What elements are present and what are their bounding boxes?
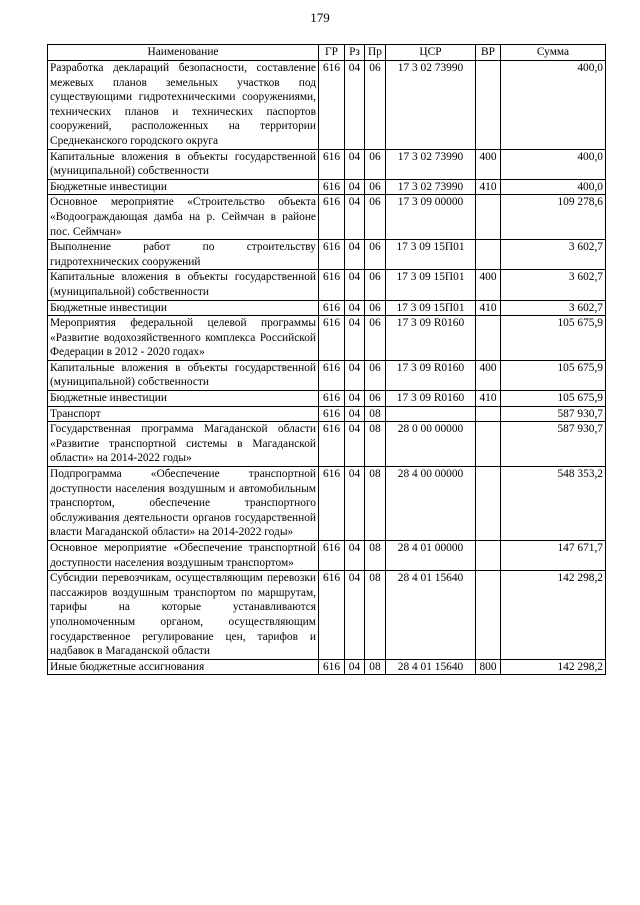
- cell-rz: 04: [345, 61, 365, 150]
- cell-rz: 04: [345, 179, 365, 195]
- cell-vr: 410: [476, 300, 501, 316]
- table-row: [48, 467, 606, 541]
- cell-gr: 616: [319, 316, 345, 361]
- cell-pr: 08: [365, 659, 386, 675]
- cell-pr: 06: [365, 149, 386, 179]
- cell-sum: 147 671,7: [501, 541, 606, 571]
- cell-pr: 06: [365, 300, 386, 316]
- table-row: [48, 240, 606, 270]
- cell-gr: 616: [319, 406, 345, 422]
- cell-csr: 28 0 00 00000: [386, 422, 476, 467]
- cell-rz: 04: [345, 149, 365, 179]
- cell-sum: 142 298,2: [501, 659, 606, 675]
- cell-pr: 06: [365, 270, 386, 300]
- cell-rz: 04: [345, 300, 365, 316]
- cell-sum: 105 675,9: [501, 391, 606, 407]
- cell-pr: 06: [365, 316, 386, 361]
- cell-sum: 400,0: [501, 179, 606, 195]
- cell-sum: 400,0: [501, 61, 606, 150]
- table-row: [48, 316, 606, 361]
- cell-vr: [476, 240, 501, 270]
- cell-name: Капитальные вложения в объекты государственной (муниципальной) собственности: [48, 360, 319, 390]
- cell-vr: 410: [476, 179, 501, 195]
- cell-name: Разработка деклараций безопасности, составление межевых планов земельных участков под существующими гидротехническими сооружениями, технических планов и технических паспортов сооружений, расположенных на территории Среднеканского городского округа: [48, 61, 319, 150]
- cell-rz: 04: [345, 422, 365, 467]
- cell-vr: [476, 541, 501, 571]
- cell-vr: 400: [476, 149, 501, 179]
- cell-vr: [476, 467, 501, 541]
- cell-pr: 06: [365, 391, 386, 407]
- cell-gr: 616: [319, 541, 345, 571]
- cell-name: Государственная программа Магаданской области «Развитие транспортной системы в Магаданской области» на 2014-2022 годы»: [48, 422, 319, 467]
- cell-gr: 616: [319, 61, 345, 150]
- cell-sum: 587 930,7: [501, 406, 606, 422]
- table-row: [48, 422, 606, 467]
- cell-name: Основное мероприятие «Строительство объекта «Водоограждающая дамба на р. Сеймчан в районе пос. Сеймчан»: [48, 195, 319, 240]
- table-row: [48, 149, 606, 179]
- table-row: [48, 406, 606, 422]
- table-row: [48, 541, 606, 571]
- cell-csr: 28 4 00 00000: [386, 467, 476, 541]
- cell-csr: 17 3 09 00000: [386, 195, 476, 240]
- cell-name: Бюджетные инвестиции: [48, 179, 319, 195]
- cell-gr: 616: [319, 270, 345, 300]
- table-row: [48, 300, 606, 316]
- table-row: [48, 270, 606, 300]
- cell-sum: 105 675,9: [501, 360, 606, 390]
- header-csr: ЦСР: [386, 45, 476, 61]
- cell-gr: 616: [319, 422, 345, 467]
- cell-csr: 17 3 09 R0160: [386, 316, 476, 361]
- cell-name: Транспорт: [48, 406, 319, 422]
- cell-rz: 04: [345, 391, 365, 407]
- cell-csr: 17 3 02 73990: [386, 179, 476, 195]
- cell-sum: 142 298,2: [501, 571, 606, 660]
- cell-rz: 04: [345, 571, 365, 660]
- cell-vr: [476, 195, 501, 240]
- header-vr: ВР: [476, 45, 501, 61]
- cell-pr: 06: [365, 240, 386, 270]
- cell-pr: 06: [365, 195, 386, 240]
- page-number: 179: [310, 10, 330, 25]
- table-row: [48, 61, 606, 150]
- cell-csr: [386, 406, 476, 422]
- cell-csr: 28 4 01 15640: [386, 571, 476, 660]
- cell-vr: [476, 571, 501, 660]
- cell-gr: 616: [319, 149, 345, 179]
- cell-vr: [476, 61, 501, 150]
- cell-csr: 17 3 09 R0160: [386, 360, 476, 390]
- cell-gr: 616: [319, 240, 345, 270]
- header-sum: Сумма: [501, 45, 606, 61]
- header-pr: Пр: [365, 45, 386, 61]
- cell-sum: 587 930,7: [501, 422, 606, 467]
- table-row: [48, 360, 606, 390]
- cell-vr: 410: [476, 391, 501, 407]
- cell-csr: 17 3 02 73990: [386, 149, 476, 179]
- cell-sum: 105 675,9: [501, 316, 606, 361]
- budget-table: [47, 44, 606, 675]
- cell-gr: 616: [319, 571, 345, 660]
- header-name: Наименование: [48, 45, 319, 61]
- cell-sum: 548 353,2: [501, 467, 606, 541]
- cell-pr: 08: [365, 571, 386, 660]
- cell-vr: 400: [476, 360, 501, 390]
- cell-sum: 3 602,7: [501, 300, 606, 316]
- cell-pr: 06: [365, 61, 386, 150]
- cell-name: Бюджетные инвестиции: [48, 300, 319, 316]
- cell-gr: 616: [319, 300, 345, 316]
- cell-rz: 04: [345, 659, 365, 675]
- cell-name: Мероприятия федеральной целевой программы «Развитие водохозяйственного комплекса Российской Федерации в 2012 - 2020 годах»: [48, 316, 319, 361]
- header-rz: Рз: [345, 45, 365, 61]
- cell-vr: [476, 422, 501, 467]
- cell-vr: 800: [476, 659, 501, 675]
- cell-csr: 17 3 02 73990: [386, 61, 476, 150]
- cell-pr: 08: [365, 467, 386, 541]
- cell-vr: [476, 316, 501, 361]
- cell-name: Выполнение работ по строительству гидротехнических сооружений: [48, 240, 319, 270]
- table-row: [48, 391, 606, 407]
- cell-sum: 3 602,7: [501, 270, 606, 300]
- cell-csr: 28 4 01 00000: [386, 541, 476, 571]
- cell-rz: 04: [345, 270, 365, 300]
- cell-name: Подпрограмма «Обеспечение транспортной доступности населения воздушным и автомобильным транспортом, обеспечение транспортного обслуживания деятельности органов государственной власти Магаданской области» на 2014-2022 годы»: [48, 467, 319, 541]
- cell-pr: 06: [365, 179, 386, 195]
- cell-gr: 616: [319, 360, 345, 390]
- cell-name: Субсидии перевозчикам, осуществляющим перевозки пассажиров воздушным транспортом по маршрутам, тарифы на которые устанавливаются уполномоченным органом, осуществляющим государственное регулирование цен, тарифов и надбавок в Магаданской области: [48, 571, 319, 660]
- cell-name: Основное мероприятие «Обеспечение транспортной доступности населения воздушным транспортом»: [48, 541, 319, 571]
- cell-pr: 06: [365, 360, 386, 390]
- cell-rz: 04: [345, 240, 365, 270]
- cell-csr: 17 3 09 15П01: [386, 270, 476, 300]
- cell-gr: 616: [319, 391, 345, 407]
- cell-rz: 04: [345, 195, 365, 240]
- cell-pr: 08: [365, 422, 386, 467]
- cell-csr: 17 3 09 15П01: [386, 300, 476, 316]
- cell-rz: 04: [345, 316, 365, 361]
- cell-gr: 616: [319, 659, 345, 675]
- cell-sum: 109 278,6: [501, 195, 606, 240]
- cell-gr: 616: [319, 195, 345, 240]
- table-row: [48, 659, 606, 675]
- cell-sum: 400,0: [501, 149, 606, 179]
- cell-rz: 04: [345, 541, 365, 571]
- cell-rz: 04: [345, 467, 365, 541]
- cell-sum: 3 602,7: [501, 240, 606, 270]
- cell-gr: 616: [319, 467, 345, 541]
- cell-vr: 400: [476, 270, 501, 300]
- table-row: [48, 571, 606, 660]
- cell-csr: 17 3 09 R0160: [386, 391, 476, 407]
- table-row: [48, 195, 606, 240]
- cell-gr: 616: [319, 179, 345, 195]
- cell-name: Капитальные вложения в объекты государственной (муниципальной) собственности: [48, 270, 319, 300]
- cell-rz: 04: [345, 360, 365, 390]
- cell-name: Бюджетные инвестиции: [48, 391, 319, 407]
- table-row: [48, 179, 606, 195]
- table-header-row: [48, 45, 606, 61]
- cell-pr: 08: [365, 541, 386, 571]
- cell-vr: [476, 406, 501, 422]
- cell-pr: 08: [365, 406, 386, 422]
- cell-name: Капитальные вложения в объекты государственной (муниципальной) собственности: [48, 149, 319, 179]
- cell-rz: 04: [345, 406, 365, 422]
- cell-csr: 28 4 01 15640: [386, 659, 476, 675]
- cell-csr: 17 3 09 15П01: [386, 240, 476, 270]
- cell-name: Иные бюджетные ассигнования: [48, 659, 319, 675]
- header-gr: ГР: [319, 45, 345, 61]
